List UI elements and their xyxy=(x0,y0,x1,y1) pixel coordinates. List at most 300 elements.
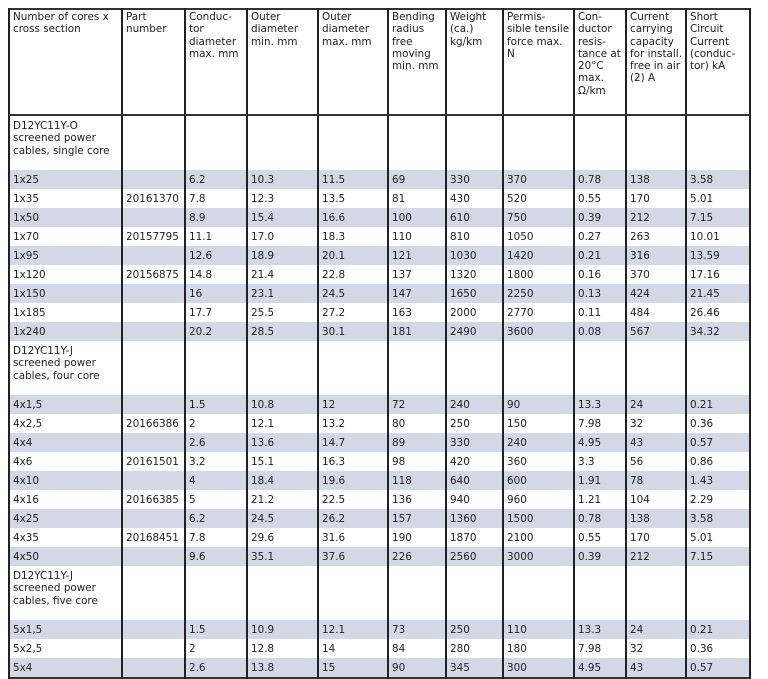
cell-outer-diameter-max: 13.5 xyxy=(318,189,388,208)
cell-short-circuit-current xyxy=(686,115,750,170)
cell-bending-radius: 110 xyxy=(388,227,446,246)
cell-conductor-diameter: 2 xyxy=(185,639,247,658)
cell-conductor-diameter: 1.5 xyxy=(185,620,247,639)
cell-conductor-resistance: 0.55 xyxy=(574,189,626,208)
table-row xyxy=(9,322,750,341)
cell-bending-radius xyxy=(388,115,446,170)
cell-outer-diameter-max: 13.2 xyxy=(318,414,388,433)
cell-bending-radius: 72 xyxy=(388,395,446,414)
cell-conductor-resistance xyxy=(574,341,626,395)
cell-outer-diameter-max: 18.3 xyxy=(318,227,388,246)
cell-bending-radius xyxy=(388,566,446,620)
cell-part-number xyxy=(122,115,185,170)
cell-current-capacity: 78 xyxy=(626,471,686,490)
cell-part-number xyxy=(122,322,185,341)
cell-cores-cross-section: 4x1,5 xyxy=(9,395,122,414)
cell-cores-cross-section: D12YC11Y-J screened power cables, five core xyxy=(9,566,122,620)
cell-conductor-diameter: 16 xyxy=(185,284,247,303)
cell-tensile-force: 960 xyxy=(503,490,574,509)
cell-cores-cross-section: 5x1,5 xyxy=(9,620,122,639)
cell-part-number xyxy=(122,566,185,620)
cell-short-circuit-current xyxy=(686,341,750,395)
cell-bending-radius: 163 xyxy=(388,303,446,322)
cell-conductor-resistance: 1.21 xyxy=(574,490,626,509)
cell-bending-radius: 90 xyxy=(388,658,446,678)
cell-outer-diameter-max: 16.3 xyxy=(318,452,388,471)
cell-outer-diameter-max: 19.6 xyxy=(318,471,388,490)
cell-outer-diameter-max: 22.8 xyxy=(318,265,388,284)
cell-current-capacity xyxy=(626,115,686,170)
cell-cores-cross-section: 4x6 xyxy=(9,452,122,471)
cell-conductor-diameter: 9.6 xyxy=(185,547,247,566)
cell-short-circuit-current xyxy=(686,566,750,620)
cell-cores-cross-section: 1x185 xyxy=(9,303,122,322)
cell-outer-diameter-min: 13.8 xyxy=(247,658,318,678)
cell-part-number: 20156875 xyxy=(122,265,185,284)
cell-part-number xyxy=(122,208,185,227)
cell-weight: 330 xyxy=(446,433,503,452)
cell-conductor-diameter: 12.6 xyxy=(185,246,247,265)
cell-short-circuit-current: 10.01 xyxy=(686,227,750,246)
cell-bending-radius: 80 xyxy=(388,414,446,433)
table-row xyxy=(9,433,750,452)
cell-tensile-force: 3000 xyxy=(503,547,574,566)
cable-spec-table-container xyxy=(8,8,751,679)
cell-weight: 250 xyxy=(446,414,503,433)
cell-conductor-diameter: 7.8 xyxy=(185,528,247,547)
header-row xyxy=(9,9,750,115)
cell-short-circuit-current: 13.59 xyxy=(686,246,750,265)
cell-weight: 420 xyxy=(446,452,503,471)
header-outer-diameter-max: Outer diameter max. mm xyxy=(318,9,388,115)
cell-weight: 1030 xyxy=(446,246,503,265)
cell-outer-diameter-max: 20.1 xyxy=(318,246,388,265)
cell-outer-diameter-min: 25.5 xyxy=(247,303,318,322)
cell-bending-radius: 69 xyxy=(388,170,446,189)
cell-part-number: 20157795 xyxy=(122,227,185,246)
cell-tensile-force: 750 xyxy=(503,208,574,227)
group-header-row xyxy=(9,115,750,170)
cell-conductor-resistance: 7.98 xyxy=(574,639,626,658)
cell-weight: 940 xyxy=(446,490,503,509)
cell-cores-cross-section: 4x4 xyxy=(9,433,122,452)
cell-conductor-resistance: 0.55 xyxy=(574,528,626,547)
cell-current-capacity: 138 xyxy=(626,170,686,189)
cell-conductor-diameter: 6.2 xyxy=(185,170,247,189)
cell-tensile-force: 2770 xyxy=(503,303,574,322)
table-row xyxy=(9,620,750,639)
cell-part-number xyxy=(122,509,185,528)
table-row xyxy=(9,509,750,528)
table-row xyxy=(9,547,750,566)
cell-weight: 240 xyxy=(446,395,503,414)
cell-outer-diameter-min: 23.1 xyxy=(247,284,318,303)
cell-short-circuit-current: 0.57 xyxy=(686,433,750,452)
cell-conductor-diameter: 4 xyxy=(185,471,247,490)
cell-tensile-force: 300 xyxy=(503,658,574,678)
cell-short-circuit-current: 2.29 xyxy=(686,490,750,509)
group-header-row xyxy=(9,566,750,620)
cell-part-number xyxy=(122,620,185,639)
table-row xyxy=(9,227,750,246)
cell-bending-radius: 118 xyxy=(388,471,446,490)
table-row xyxy=(9,452,750,471)
cell-short-circuit-current: 1.43 xyxy=(686,471,750,490)
cell-part-number xyxy=(122,170,185,189)
cell-short-circuit-current: 0.86 xyxy=(686,452,750,471)
cell-conductor-diameter: 5 xyxy=(185,490,247,509)
cell-part-number: 20166385 xyxy=(122,490,185,509)
cell-part-number xyxy=(122,341,185,395)
cell-short-circuit-current: 0.36 xyxy=(686,639,750,658)
table-row xyxy=(9,395,750,414)
cell-conductor-diameter: 3.2 xyxy=(185,452,247,471)
cell-weight: 330 xyxy=(446,170,503,189)
cell-tensile-force xyxy=(503,115,574,170)
cell-outer-diameter-min: 12.1 xyxy=(247,414,318,433)
cell-weight: 610 xyxy=(446,208,503,227)
cell-bending-radius: 226 xyxy=(388,547,446,566)
cell-part-number: 20161501 xyxy=(122,452,185,471)
cell-weight: 2000 xyxy=(446,303,503,322)
cell-current-capacity: 567 xyxy=(626,322,686,341)
cell-current-capacity: 32 xyxy=(626,639,686,658)
cell-part-number xyxy=(122,658,185,678)
cell-short-circuit-current: 26.46 xyxy=(686,303,750,322)
cell-bending-radius: 121 xyxy=(388,246,446,265)
cell-outer-diameter-min xyxy=(247,566,318,620)
cell-outer-diameter-min: 24.5 xyxy=(247,509,318,528)
cell-short-circuit-current: 5.01 xyxy=(686,189,750,208)
cell-current-capacity xyxy=(626,566,686,620)
cell-cores-cross-section: 4x35 xyxy=(9,528,122,547)
cell-conductor-diameter xyxy=(185,341,247,395)
cell-conductor-resistance: 7.98 xyxy=(574,414,626,433)
cell-part-number: 20166386 xyxy=(122,414,185,433)
cell-part-number xyxy=(122,395,185,414)
cell-conductor-resistance: 4.95 xyxy=(574,433,626,452)
cell-weight: 2560 xyxy=(446,547,503,566)
cell-weight: 1870 xyxy=(446,528,503,547)
cell-cores-cross-section: 1x150 xyxy=(9,284,122,303)
cell-cores-cross-section: 1x25 xyxy=(9,170,122,189)
cell-conductor-resistance: 0.08 xyxy=(574,322,626,341)
table-row xyxy=(9,490,750,509)
cell-weight: 640 xyxy=(446,471,503,490)
cell-part-number xyxy=(122,433,185,452)
cell-conductor-diameter: 2.6 xyxy=(185,658,247,678)
cell-part-number xyxy=(122,639,185,658)
cell-outer-diameter-min xyxy=(247,115,318,170)
cell-outer-diameter-min: 12.8 xyxy=(247,639,318,658)
cell-current-capacity: 43 xyxy=(626,433,686,452)
cell-conductor-diameter: 6.2 xyxy=(185,509,247,528)
cell-weight xyxy=(446,341,503,395)
cell-outer-diameter-max xyxy=(318,566,388,620)
cell-outer-diameter-max: 11.5 xyxy=(318,170,388,189)
header-cores-cross-section: Number of cores x cross section xyxy=(9,9,122,115)
cell-bending-radius: 137 xyxy=(388,265,446,284)
cell-tensile-force: 1050 xyxy=(503,227,574,246)
cell-outer-diameter-min: 18.9 xyxy=(247,246,318,265)
cell-outer-diameter-max: 37.6 xyxy=(318,547,388,566)
cell-conductor-diameter: 14.8 xyxy=(185,265,247,284)
table-row xyxy=(9,639,750,658)
cell-current-capacity xyxy=(626,341,686,395)
cell-cores-cross-section: 4x2,5 xyxy=(9,414,122,433)
header-short-circuit-current: Short Circuit Current (conduc- tor) kA xyxy=(686,9,750,115)
cell-conductor-resistance: 4.95 xyxy=(574,658,626,678)
cell-tensile-force: 2250 xyxy=(503,284,574,303)
cell-outer-diameter-max: 22.5 xyxy=(318,490,388,509)
cell-conductor-resistance xyxy=(574,566,626,620)
cell-part-number xyxy=(122,246,185,265)
cell-outer-diameter-min: 10.3 xyxy=(247,170,318,189)
cell-cores-cross-section: 4x10 xyxy=(9,471,122,490)
cell-cores-cross-section: 1x70 xyxy=(9,227,122,246)
cell-outer-diameter-max: 27.2 xyxy=(318,303,388,322)
cell-short-circuit-current: 0.21 xyxy=(686,395,750,414)
cell-weight: 810 xyxy=(446,227,503,246)
cell-bending-radius: 84 xyxy=(388,639,446,658)
table-row xyxy=(9,246,750,265)
cell-tensile-force: 370 xyxy=(503,170,574,189)
cell-cores-cross-section: 1x240 xyxy=(9,322,122,341)
header-conductor-diameter: Conduc- tor diameter max. mm xyxy=(185,9,247,115)
cell-weight xyxy=(446,566,503,620)
cell-bending-radius xyxy=(388,341,446,395)
cell-conductor-diameter xyxy=(185,566,247,620)
cell-conductor-resistance: 13.3 xyxy=(574,395,626,414)
cell-part-number xyxy=(122,471,185,490)
table-row xyxy=(9,189,750,208)
table-row xyxy=(9,471,750,490)
cell-current-capacity: 316 xyxy=(626,246,686,265)
cell-current-capacity: 43 xyxy=(626,658,686,678)
table-row xyxy=(9,303,750,322)
table-row xyxy=(9,284,750,303)
cell-weight: 1650 xyxy=(446,284,503,303)
cell-tensile-force: 520 xyxy=(503,189,574,208)
cell-conductor-diameter: 20.2 xyxy=(185,322,247,341)
cell-tensile-force: 150 xyxy=(503,414,574,433)
cell-current-capacity: 424 xyxy=(626,284,686,303)
cell-tensile-force: 1420 xyxy=(503,246,574,265)
cell-conductor-diameter: 1.5 xyxy=(185,395,247,414)
table-row xyxy=(9,208,750,227)
cell-conductor-resistance: 0.16 xyxy=(574,265,626,284)
cell-outer-diameter-min: 17.0 xyxy=(247,227,318,246)
cell-bending-radius: 89 xyxy=(388,433,446,452)
cell-tensile-force: 1500 xyxy=(503,509,574,528)
cell-outer-diameter-max: 14 xyxy=(318,639,388,658)
cell-conductor-resistance: 0.78 xyxy=(574,170,626,189)
cell-current-capacity: 170 xyxy=(626,528,686,547)
cell-weight: 345 xyxy=(446,658,503,678)
cell-short-circuit-current: 0.21 xyxy=(686,620,750,639)
cell-tensile-force: 600 xyxy=(503,471,574,490)
cell-conductor-resistance: 0.39 xyxy=(574,547,626,566)
cell-current-capacity: 484 xyxy=(626,303,686,322)
cell-conductor-resistance xyxy=(574,115,626,170)
cell-current-capacity: 138 xyxy=(626,509,686,528)
cell-short-circuit-current: 0.36 xyxy=(686,414,750,433)
header-weight: Weight (ca.) kg/km xyxy=(446,9,503,115)
table-row xyxy=(9,265,750,284)
cell-current-capacity: 24 xyxy=(626,395,686,414)
cell-outer-diameter-min: 28.5 xyxy=(247,322,318,341)
cell-weight: 280 xyxy=(446,639,503,658)
cell-weight: 1320 xyxy=(446,265,503,284)
cell-tensile-force: 360 xyxy=(503,452,574,471)
cell-short-circuit-current: 3.58 xyxy=(686,509,750,528)
cell-outer-diameter-min: 10.9 xyxy=(247,620,318,639)
cell-outer-diameter-max: 30.1 xyxy=(318,322,388,341)
cell-bending-radius: 100 xyxy=(388,208,446,227)
cell-outer-diameter-min: 29.6 xyxy=(247,528,318,547)
cell-outer-diameter-max: 12 xyxy=(318,395,388,414)
group-header-row xyxy=(9,341,750,395)
header-tensile-force: Permis- sible tensile force max. N xyxy=(503,9,574,115)
cell-outer-diameter-min: 21.4 xyxy=(247,265,318,284)
cell-tensile-force: 180 xyxy=(503,639,574,658)
cell-bending-radius: 81 xyxy=(388,189,446,208)
cell-outer-diameter-min: 13.6 xyxy=(247,433,318,452)
cell-short-circuit-current: 21.45 xyxy=(686,284,750,303)
header-part-number: Part number xyxy=(122,9,185,115)
cell-conductor-diameter: 7.8 xyxy=(185,189,247,208)
cell-conductor-resistance: 1.91 xyxy=(574,471,626,490)
cell-cores-cross-section: D12YC11Y-J screened power cables, four core xyxy=(9,341,122,395)
cell-outer-diameter-min xyxy=(247,341,318,395)
cell-short-circuit-current: 5.01 xyxy=(686,528,750,547)
cell-part-number xyxy=(122,284,185,303)
cell-tensile-force xyxy=(503,341,574,395)
cell-cores-cross-section: D12YC11Y-O screened power cables, single core xyxy=(9,115,122,170)
table-row xyxy=(9,528,750,547)
cell-current-capacity: 370 xyxy=(626,265,686,284)
cell-conductor-diameter: 2 xyxy=(185,414,247,433)
cell-outer-diameter-max: 26.2 xyxy=(318,509,388,528)
cell-outer-diameter-max: 16.6 xyxy=(318,208,388,227)
cell-bending-radius: 73 xyxy=(388,620,446,639)
table-row xyxy=(9,658,750,678)
cell-outer-diameter-max xyxy=(318,341,388,395)
cell-weight: 430 xyxy=(446,189,503,208)
cell-cores-cross-section: 1x120 xyxy=(9,265,122,284)
cell-conductor-resistance: 13.3 xyxy=(574,620,626,639)
table-body xyxy=(9,115,750,678)
cell-current-capacity: 32 xyxy=(626,414,686,433)
header-bending-radius: Bending radius free moving min. mm xyxy=(388,9,446,115)
cell-weight xyxy=(446,115,503,170)
cell-short-circuit-current: 3.58 xyxy=(686,170,750,189)
cell-bending-radius: 157 xyxy=(388,509,446,528)
cell-weight: 250 xyxy=(446,620,503,639)
cell-outer-diameter-min: 10.8 xyxy=(247,395,318,414)
cell-current-capacity: 212 xyxy=(626,547,686,566)
cell-tensile-force: 110 xyxy=(503,620,574,639)
cell-bending-radius: 190 xyxy=(388,528,446,547)
cell-cores-cross-section: 1x35 xyxy=(9,189,122,208)
cell-short-circuit-current: 7.15 xyxy=(686,547,750,566)
cell-tensile-force xyxy=(503,566,574,620)
cell-outer-diameter-max xyxy=(318,115,388,170)
cell-outer-diameter-max: 12.1 xyxy=(318,620,388,639)
cell-cores-cross-section: 4x50 xyxy=(9,547,122,566)
cell-outer-diameter-min: 15.4 xyxy=(247,208,318,227)
cell-short-circuit-current: 7.15 xyxy=(686,208,750,227)
cell-cores-cross-section: 5x4 xyxy=(9,658,122,678)
cell-bending-radius: 147 xyxy=(388,284,446,303)
cell-conductor-resistance: 0.11 xyxy=(574,303,626,322)
cell-cores-cross-section: 5x2,5 xyxy=(9,639,122,658)
cell-outer-diameter-min: 21.2 xyxy=(247,490,318,509)
cable-spec-table xyxy=(8,8,751,679)
cell-conductor-diameter: 8.9 xyxy=(185,208,247,227)
header-conductor-resistance: Con- ductor resis- tance at 20°C max. Ω/km xyxy=(574,9,626,115)
cell-part-number xyxy=(122,547,185,566)
cell-tensile-force: 3600 xyxy=(503,322,574,341)
cell-outer-diameter-max: 24.5 xyxy=(318,284,388,303)
cell-cores-cross-section: 1x95 xyxy=(9,246,122,265)
header-outer-diameter-min: Outer diameter min. mm xyxy=(247,9,318,115)
cell-current-capacity: 24 xyxy=(626,620,686,639)
cell-conductor-resistance: 0.78 xyxy=(574,509,626,528)
cell-outer-diameter-min: 18.4 xyxy=(247,471,318,490)
cell-short-circuit-current: 17.16 xyxy=(686,265,750,284)
table-row xyxy=(9,414,750,433)
cell-cores-cross-section: 1x50 xyxy=(9,208,122,227)
cell-short-circuit-current: 0.57 xyxy=(686,658,750,678)
cell-tensile-force: 240 xyxy=(503,433,574,452)
cell-conductor-diameter: 17.7 xyxy=(185,303,247,322)
cell-conductor-resistance: 0.13 xyxy=(574,284,626,303)
cell-conductor-diameter xyxy=(185,115,247,170)
cell-outer-diameter-min: 15.1 xyxy=(247,452,318,471)
cell-tensile-force: 2100 xyxy=(503,528,574,547)
cell-current-capacity: 104 xyxy=(626,490,686,509)
table-row xyxy=(9,170,750,189)
cell-weight: 2490 xyxy=(446,322,503,341)
cell-cores-cross-section: 4x16 xyxy=(9,490,122,509)
cell-weight: 1360 xyxy=(446,509,503,528)
cell-current-capacity: 263 xyxy=(626,227,686,246)
cell-cores-cross-section: 4x25 xyxy=(9,509,122,528)
cell-outer-diameter-max: 15 xyxy=(318,658,388,678)
cell-conductor-resistance: 3.3 xyxy=(574,452,626,471)
cell-outer-diameter-min: 12.3 xyxy=(247,189,318,208)
cell-bending-radius: 98 xyxy=(388,452,446,471)
cell-conductor-resistance: 0.39 xyxy=(574,208,626,227)
cell-part-number: 20161370 xyxy=(122,189,185,208)
cell-current-capacity: 170 xyxy=(626,189,686,208)
cell-conductor-resistance: 0.21 xyxy=(574,246,626,265)
cell-conductor-resistance: 0.27 xyxy=(574,227,626,246)
header-current-capacity: Current carrying capacity for install. free in air (2) A xyxy=(626,9,686,115)
cell-tensile-force: 90 xyxy=(503,395,574,414)
cell-conductor-diameter: 11.1 xyxy=(185,227,247,246)
cell-part-number xyxy=(122,303,185,322)
cell-part-number: 20168451 xyxy=(122,528,185,547)
cell-bending-radius: 181 xyxy=(388,322,446,341)
cell-bending-radius: 136 xyxy=(388,490,446,509)
cell-short-circuit-current: 34.32 xyxy=(686,322,750,341)
cell-current-capacity: 212 xyxy=(626,208,686,227)
cell-outer-diameter-max: 14.7 xyxy=(318,433,388,452)
cell-outer-diameter-max: 31.6 xyxy=(318,528,388,547)
cell-tensile-force: 1800 xyxy=(503,265,574,284)
